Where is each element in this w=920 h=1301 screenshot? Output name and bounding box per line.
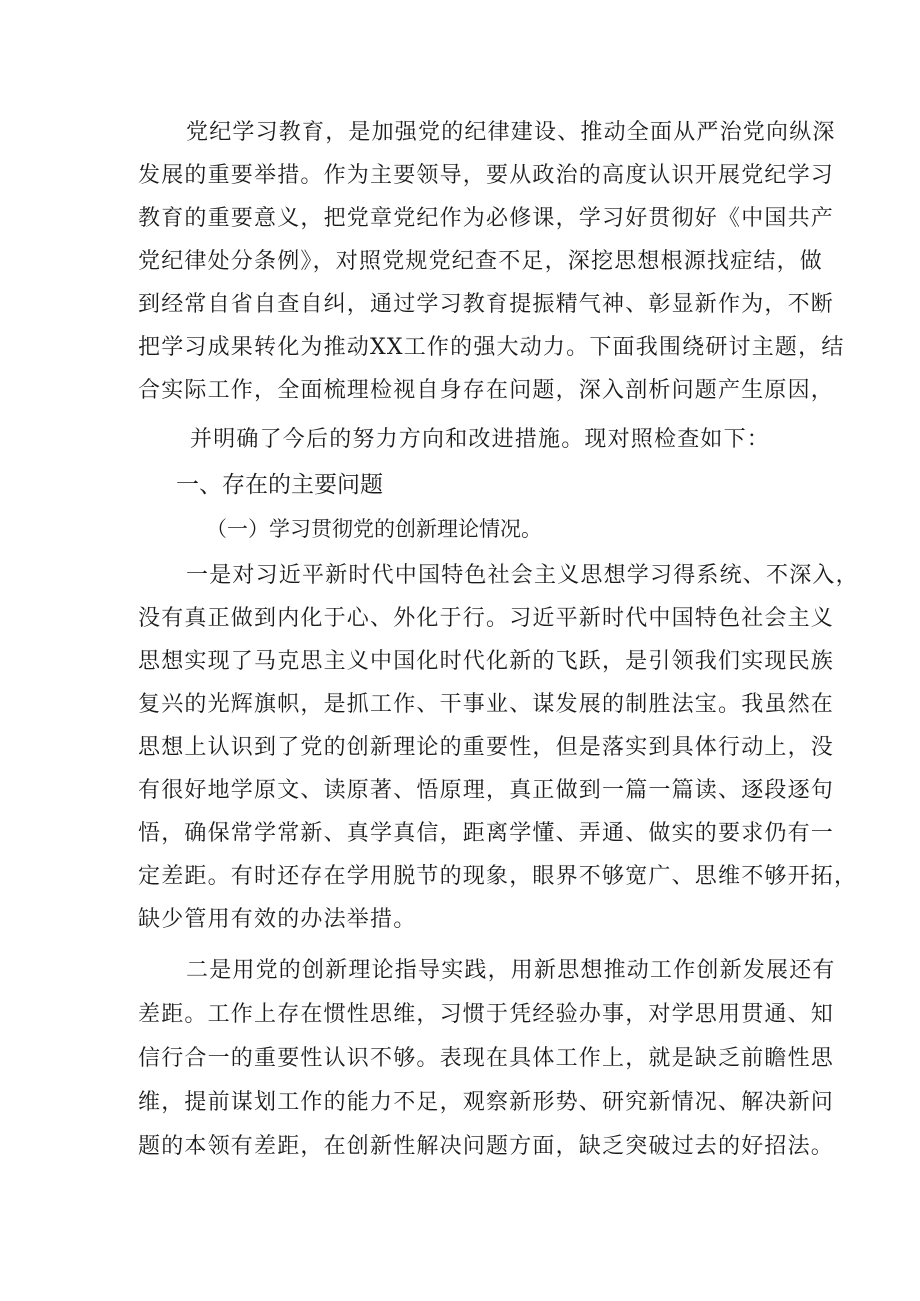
text-line: 二是用党的创新理论指导实践，用新思想推动工作创新发展还有 [186,958,836,983]
text-line: 复兴的光辉旗帜，是抓工作、干事业、谋发展的制胜法宝。我虽然在 [138,692,835,717]
text-line: 思想上认识到了党的创新理论的重要性，但是落实到具体行动上，没 [138,735,835,760]
text-line: 党纪学习教育，是加强党的纪律建设、推动全面从严治党向纵深 [186,120,836,145]
text-line: 缺少管用有效的办法举措。 [138,907,417,932]
text-line: 发展的重要举措。作为主要领导，要从政治的高度认识开展党纪学习 [138,163,835,188]
text-line: 信行合一的重要性认识不够。表现在具体工作上，就是缺乏前瞻性思 [138,1046,835,1071]
text-line: 到经常自省自查自纠，通过学习教育提振精气神、彰显新作为，不断 [138,292,835,317]
section-subheading: （一）学习贯彻党的创新理论情况。 [206,517,542,541]
text-line: 维，提前谋划工作的能力不足，观察新形势、研究新情况、解决新问 [138,1090,835,1115]
text-line: 党纪律处分条例》，对照党规党纪查不足，深挖思想根源找症结，做 [138,249,824,274]
text-line: 一是对习近平新时代中国特色社会主义思想学习得系统、不深入， [186,563,859,588]
text-line: 悟，确保常学常新、真学真信，距离学懂、弄通、做实的要求仍有一 [138,821,835,846]
text-line: 合实际工作，全面梳理检视自身存在问题，深入剖析问题产生原因， [138,378,835,403]
text-line: 定差距。有时还存在学用脱节的现象，眼界不够宽广、思维不够开拓， [138,864,858,889]
text-line: 把学习成果转化为推动XX工作的强大动力。下面我围绕研讨主题，结 [138,335,845,360]
text-line: 有很好地学原文、读原著、悟原理，真正做到一篇一篇读、逐段逐句 [138,778,835,803]
text-line: 没有真正做到内化于心、外化于行。习近平新时代中国特色社会主义 [138,606,835,631]
text-line: 思想实现了马克思主义中国化时代化新的飞跃，是引领我们实现民族 [138,649,835,674]
text-line: 教育的重要意义，把党章党纪作为必修课，学习好贯彻好《中国共产 [138,206,835,231]
text-line: 差距。工作上存在惯性思维，习惯于凭经验办事，对学思用贯通、知 [138,1002,835,1027]
section-heading: 一、存在的主要问题 [176,472,383,498]
text-line: 题的本领有差距，在创新性解决问题方面，缺乏突破过去的好招法。 [138,1134,835,1159]
text-line: 并明确了今后的努力方向和改进措施。现对照检查如下： [190,427,771,452]
